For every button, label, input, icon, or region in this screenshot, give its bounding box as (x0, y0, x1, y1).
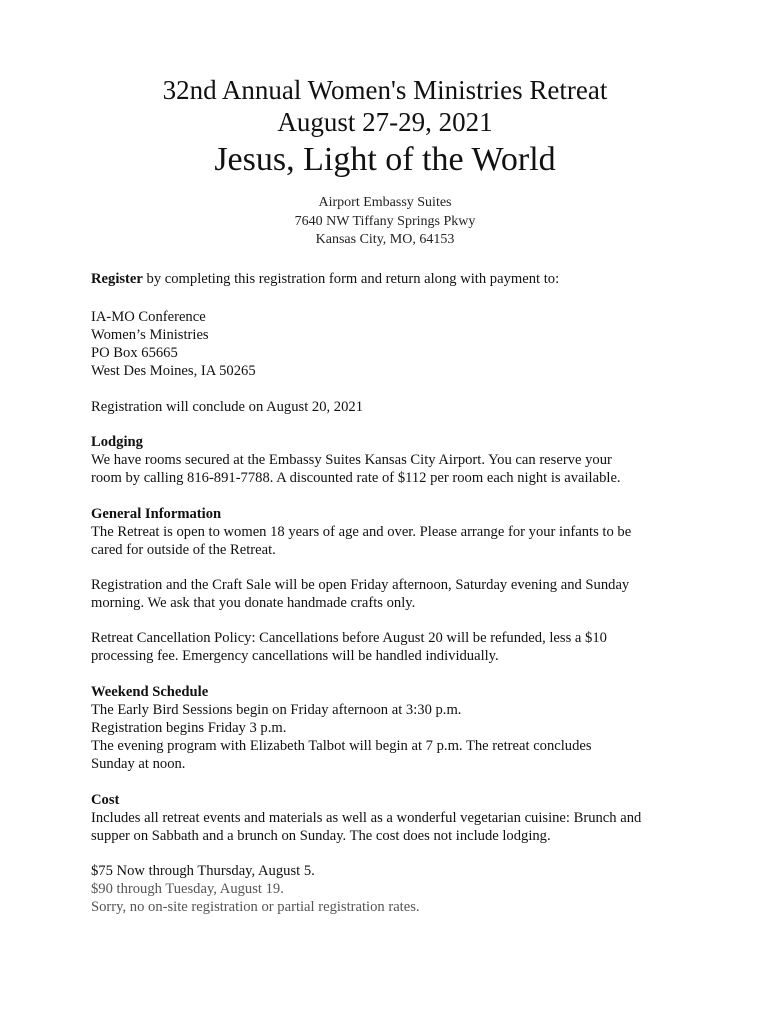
cost-heading: Cost (91, 792, 120, 808)
cost-section (91, 791, 681, 845)
price-early: $75 Now through Thursday, August 5. (91, 863, 315, 879)
weekend-line: The Early Bird Sessions begin on Friday afternoon at 3:30 p.m. (91, 702, 462, 718)
weekend-heading: Weekend Schedule (91, 684, 209, 700)
cancellation-line: Retreat Cancellation Policy: Cancellations before August 20 will be refunded, less a $10 (91, 630, 607, 646)
venue-name: Airport Embassy Suites (318, 195, 452, 210)
register-lead: Register (91, 271, 143, 287)
price-regular: $90 through Tuesday, August 19. (91, 881, 284, 897)
mailing-line: West Des Moines, IA 50265 (91, 363, 256, 379)
cancellation-line: processing fee. Emergency cancellations will be handled individually. (91, 648, 499, 664)
lodging-line: room by calling 816-891-7788. A discounted rate of $112 per room each night is available. (91, 470, 621, 486)
mailing-line: PO Box 65665 (91, 345, 178, 361)
cancellation-policy (91, 629, 681, 665)
retreat-dates: August 27-29, 2021 (277, 107, 493, 137)
retreat-title: 32nd Annual Women's Ministries Retreat (162, 75, 608, 105)
price-list (91, 862, 681, 916)
lodging-heading: Lodging (91, 434, 143, 450)
lodging-section (91, 433, 681, 487)
registration-deadline (91, 398, 681, 416)
craft-sale-paragraph (91, 576, 681, 612)
mailing-line: Women’s Ministries (91, 327, 209, 343)
lodging-line: We have rooms secured at the Embassy Suites Kansas City Airport. You can reserve your (91, 452, 612, 468)
venue-address (0, 194, 770, 250)
general-info-section (91, 505, 681, 559)
general-info-line: The Retreat is open to women 18 years of age and over. Please arrange for your infants to be (91, 524, 632, 540)
mailing-line: IA-MO Conference (91, 309, 206, 325)
register-text: by completing this registration form and return along with payment to: (142, 271, 560, 287)
weekend-line: Registration begins Friday 3 p.m. (91, 720, 287, 736)
venue-city: Kansas City, MO, 64153 (315, 232, 455, 247)
retreat-theme: Jesus, Light of the World (214, 141, 556, 178)
register-instructions (91, 270, 681, 288)
cost-line: Includes all retreat events and materials as well as a wonderful vegetarian cuisine: Brunch and (91, 810, 642, 826)
weekend-schedule-section (91, 683, 681, 773)
craft-line: Registration and the Craft Sale will be open Friday afternoon, Saturday evening and Sunday (91, 577, 630, 593)
mailing-address (91, 308, 681, 380)
cost-line: supper on Sabbath and a brunch on Sunday. The cost does not include lodging. (91, 828, 551, 844)
general-info-heading: General Information (91, 506, 222, 522)
deadline-text: Registration will conclude on August 20, 2021 (91, 399, 363, 415)
craft-line: morning. We ask that you donate handmade crafts only. (91, 595, 416, 611)
price-note: Sorry, no on-site registration or partial registration rates. (91, 899, 420, 915)
venue-street: 7640 NW Tiffany Springs Pkwy (294, 213, 476, 229)
weekend-line: Sunday at noon. (91, 756, 186, 772)
general-info-line: cared for outside of the Retreat. (91, 542, 276, 558)
weekend-line: The evening program with Elizabeth Talbot will begin at 7 p.m. The retreat concludes (91, 738, 592, 754)
